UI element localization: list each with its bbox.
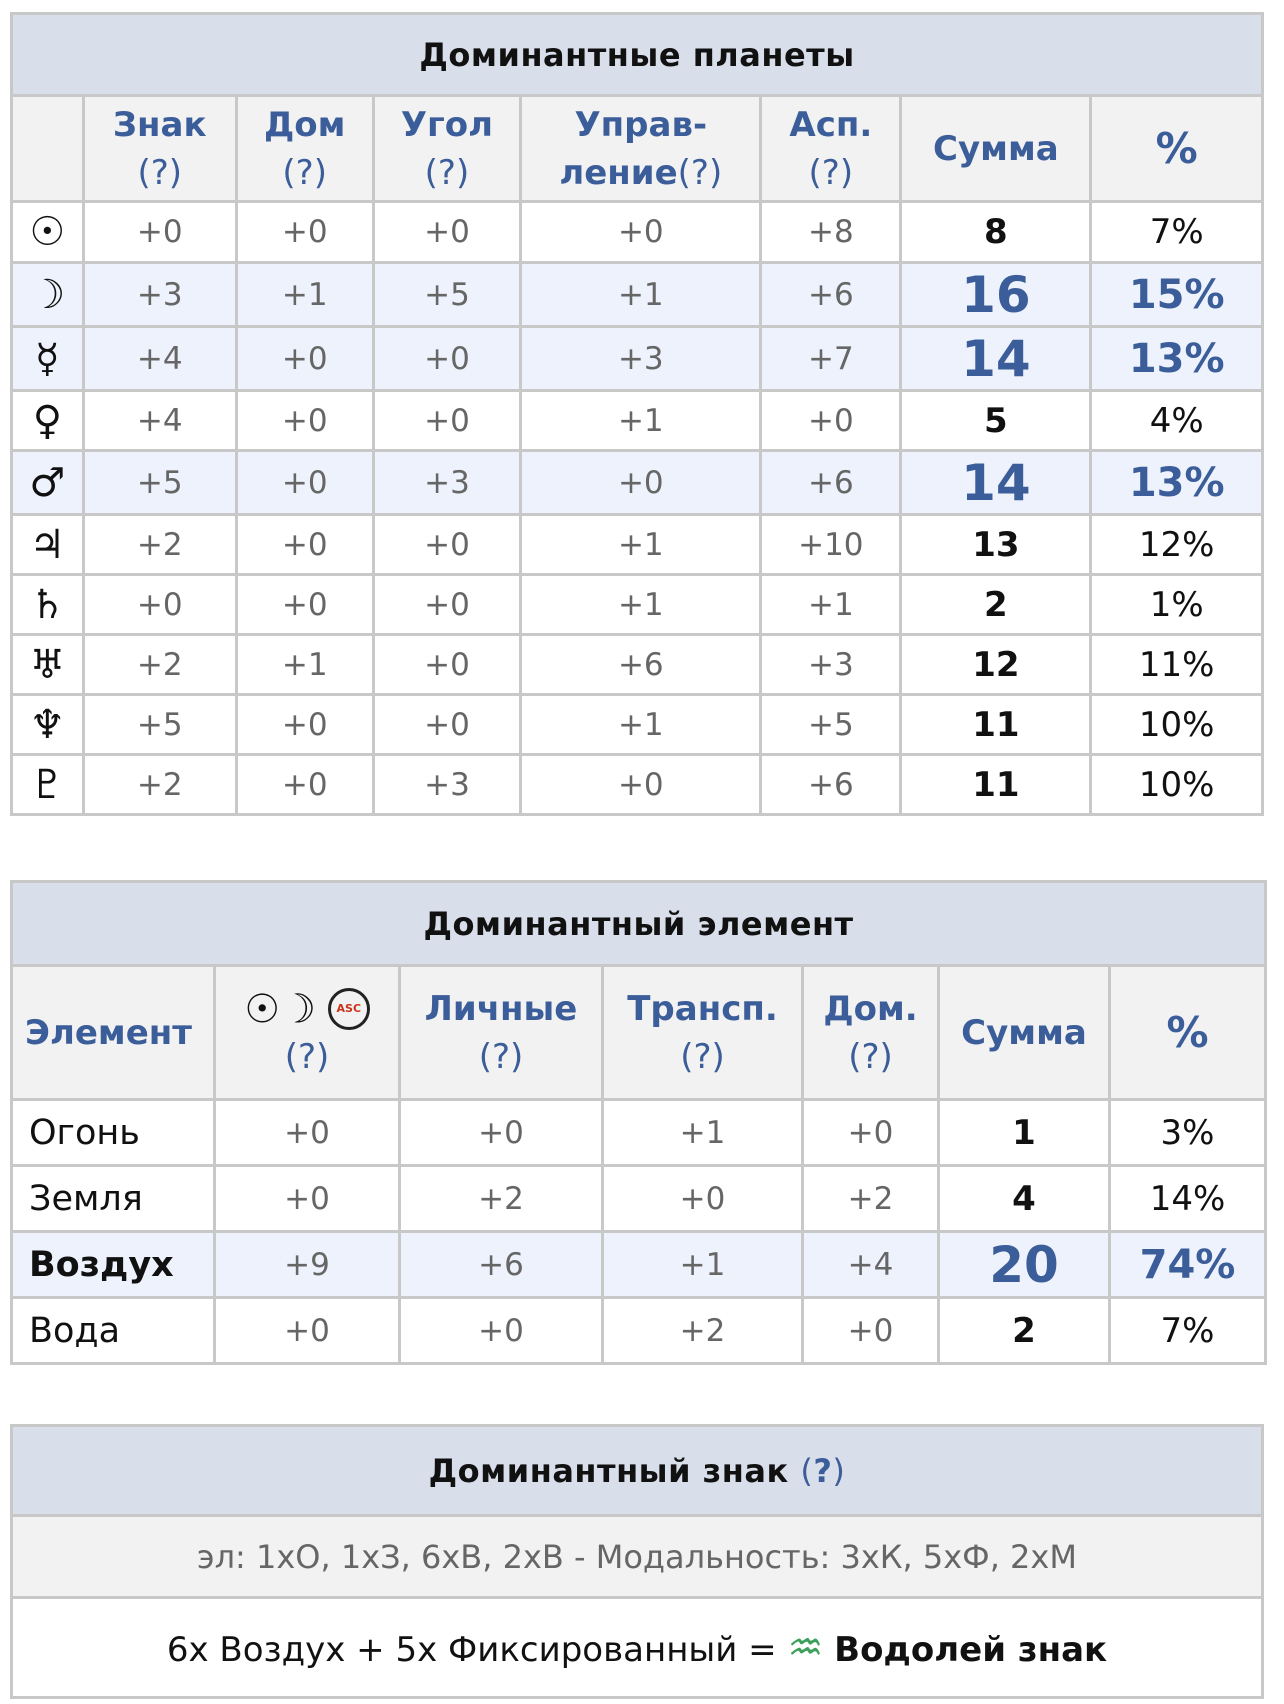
- element-score-cell: +0: [603, 1166, 803, 1232]
- element-score-cell: +0: [215, 1298, 400, 1364]
- moon-icon: ☽: [280, 986, 316, 1033]
- uranus-icon: ♅: [12, 635, 84, 695]
- element-row: [12, 1166, 1266, 1232]
- planet-percent-cell: 13%: [1091, 451, 1263, 515]
- planet-score-cell: +3: [373, 755, 521, 815]
- aspects-col-header: [761, 96, 901, 202]
- planet-score-cell: +0: [83, 202, 236, 263]
- planet-score-cell: +0: [373, 635, 521, 695]
- mars-icon: ♂: [12, 451, 84, 515]
- planet-row: [12, 515, 1263, 575]
- planet-percent-cell: 10%: [1091, 695, 1263, 755]
- planet-score-cell: +0: [373, 695, 521, 755]
- aquarius-icon: ♒: [787, 1624, 824, 1671]
- planet-sum-cell: 14: [901, 451, 1091, 515]
- dominant-sign-table: [10, 1424, 1264, 1699]
- planet-percent-cell: 15%: [1091, 263, 1263, 327]
- element-name-cell: Огонь: [12, 1100, 215, 1166]
- planet-score-cell: +5: [83, 451, 236, 515]
- planet-row: [12, 263, 1263, 327]
- element-sum-cell: 4: [939, 1166, 1110, 1232]
- planet-score-cell: +1: [236, 635, 373, 695]
- planets-header-row: [12, 96, 1263, 202]
- element-score-cell: +0: [215, 1100, 400, 1166]
- planet-score-cell: +1: [236, 263, 373, 327]
- rulership-col-label-1: Управ-: [574, 104, 708, 145]
- sign-help-link[interactable]: (?): [137, 152, 183, 193]
- element-name-cell: Земля: [12, 1166, 215, 1232]
- planet-score-cell: +6: [761, 451, 901, 515]
- sum-col-header: Сумма: [901, 96, 1091, 202]
- element-score-cell: +2: [400, 1166, 603, 1232]
- planet-row: [12, 391, 1263, 451]
- mercury-icon: ☿: [12, 327, 84, 391]
- planet-sum-cell: 2: [901, 575, 1091, 635]
- element-score-cell: +1: [603, 1232, 803, 1298]
- planet-score-cell: +0: [373, 391, 521, 451]
- planet-col-header: [12, 96, 84, 202]
- dominant-planets-title: Доминантные планеты: [12, 14, 1263, 96]
- planet-sum-cell: 14: [901, 327, 1091, 391]
- planet-percent-cell: 11%: [1091, 635, 1263, 695]
- element-score-cell: +0: [400, 1298, 603, 1364]
- aspects-col-label: Асп.: [789, 104, 873, 145]
- personal-col-label: Личные: [424, 988, 578, 1029]
- dominant-sign-title: Доминантный знак: [428, 1451, 789, 1490]
- rulership-col-header: [521, 96, 761, 202]
- dominant-sign-result: [12, 1598, 1263, 1698]
- planet-score-cell: +4: [83, 391, 236, 451]
- houses-help-link[interactable]: (?): [848, 1036, 893, 1077]
- planet-percent-cell: 12%: [1091, 515, 1263, 575]
- planet-score-cell: +3: [761, 635, 901, 695]
- planet-row: [12, 755, 1263, 815]
- planet-score-cell: +0: [373, 575, 521, 635]
- planet-score-cell: +0: [521, 202, 761, 263]
- planet-sum-cell: 16: [901, 263, 1091, 327]
- angle-help-link[interactable]: (?): [424, 152, 470, 193]
- dominant-sign-title-cell: [12, 1426, 1263, 1516]
- transpersonal-help-link[interactable]: (?): [680, 1036, 725, 1077]
- planet-score-cell: +0: [236, 391, 373, 451]
- element-name-cell: Вода: [12, 1298, 215, 1364]
- personal-col-header: [400, 966, 603, 1100]
- angle-col-label: Угол: [400, 104, 494, 145]
- element-score-cell: +0: [803, 1298, 939, 1364]
- sign-col-label: Знак: [112, 104, 207, 145]
- planet-score-cell: +0: [236, 327, 373, 391]
- personal-help-link[interactable]: (?): [478, 1036, 524, 1077]
- planet-row: [12, 327, 1263, 391]
- planet-score-cell: +1: [521, 263, 761, 327]
- planet-score-cell: +0: [373, 202, 521, 263]
- planet-score-cell: +0: [521, 755, 761, 815]
- planet-score-cell: +3: [373, 451, 521, 515]
- element-sum-cell: 2: [939, 1298, 1110, 1364]
- moon-icon: ☽: [12, 263, 84, 327]
- ascendant-icon: ASC: [328, 988, 370, 1030]
- element-row: [12, 1100, 1266, 1166]
- planet-row: [12, 202, 1263, 263]
- element-row: [12, 1298, 1266, 1364]
- element-score-cell: +6: [400, 1232, 603, 1298]
- planet-sum-cell: 11: [901, 755, 1091, 815]
- planet-score-cell: +0: [521, 451, 761, 515]
- element-sum-cell: 20: [939, 1232, 1110, 1298]
- element-score-cell: +4: [803, 1232, 939, 1298]
- planet-score-cell: +0: [236, 202, 373, 263]
- jupiter-icon: ♃: [12, 515, 84, 575]
- element-score-cell: +0: [400, 1100, 603, 1166]
- planet-score-cell: +1: [521, 695, 761, 755]
- dominant-sign-help-link[interactable]: (?): [800, 1451, 846, 1490]
- element-row: [12, 1232, 1266, 1298]
- planet-score-cell: +6: [761, 263, 901, 327]
- houses-col-header: [803, 966, 939, 1100]
- saturn-icon: ♄: [12, 575, 84, 635]
- planet-score-cell: +0: [236, 515, 373, 575]
- planet-score-cell: +6: [761, 755, 901, 815]
- elements-modality-summary: эл: 1xО, 1xЗ, 6xВ, 2xВ - Модальность: 3xК, 5xФ, 2xМ: [12, 1516, 1263, 1598]
- neptune-icon: ♆: [12, 695, 84, 755]
- element-percent-cell: 7%: [1110, 1298, 1266, 1364]
- planet-score-cell: +1: [521, 575, 761, 635]
- element-score-cell: +2: [803, 1166, 939, 1232]
- planet-score-cell: +7: [761, 327, 901, 391]
- dominant-element-title: Доминантный элемент: [12, 882, 1266, 966]
- planet-row: [12, 635, 1263, 695]
- houses-col-label: Дом.: [823, 988, 918, 1029]
- element-percent-cell: 14%: [1110, 1166, 1266, 1232]
- planet-row: [12, 575, 1263, 635]
- transpersonal-col-label: Трансп.: [627, 988, 778, 1029]
- element-name-cell: Воздух: [12, 1232, 215, 1298]
- planet-score-cell: +2: [83, 755, 236, 815]
- planet-row: [12, 695, 1263, 755]
- personal-points-help-link[interactable]: (?): [284, 1037, 330, 1078]
- element-col-header: Элемент: [12, 966, 215, 1100]
- house-help-link[interactable]: (?): [282, 152, 327, 193]
- rulership-col-label-2: ление: [559, 152, 678, 193]
- planet-score-cell: +5: [83, 695, 236, 755]
- aspects-help-link[interactable]: (?): [808, 152, 854, 193]
- planet-score-cell: +6: [521, 635, 761, 695]
- planet-score-cell: +0: [236, 451, 373, 515]
- element-sum-cell: 1: [939, 1100, 1110, 1166]
- house-col-header: [236, 96, 373, 202]
- pluto-icon: ♇: [12, 755, 84, 815]
- planet-score-cell: +0: [236, 575, 373, 635]
- planet-percent-cell: 10%: [1091, 755, 1263, 815]
- rulership-help-link[interactable]: (?): [677, 152, 723, 193]
- element-percent-cell: 3%: [1110, 1100, 1266, 1166]
- planet-sum-cell: 8: [901, 202, 1091, 263]
- element-score-cell: +2: [603, 1298, 803, 1364]
- element-percent-cell: 74%: [1110, 1232, 1266, 1298]
- result-sign: Водолей знак: [834, 1629, 1108, 1670]
- planet-score-cell: +1: [521, 515, 761, 575]
- planet-score-cell: +3: [83, 263, 236, 327]
- transpersonal-col-header: [603, 966, 803, 1100]
- element-header-row: [12, 966, 1266, 1100]
- venus-icon: ♀: [12, 391, 84, 451]
- planet-score-cell: +1: [521, 391, 761, 451]
- planet-score-cell: +0: [236, 695, 373, 755]
- planet-score-cell: +5: [373, 263, 521, 327]
- element-score-cell: +1: [603, 1100, 803, 1166]
- house-col-label: Дом: [263, 104, 346, 145]
- sun-icon: ☉: [12, 202, 84, 263]
- planet-score-cell: +0: [83, 575, 236, 635]
- personal-points-col-header: [215, 966, 400, 1100]
- planet-score-cell: +3: [521, 327, 761, 391]
- result-formula: 6x Воздух + 5x Фиксированный =: [166, 1629, 777, 1670]
- planet-score-cell: +0: [373, 515, 521, 575]
- planet-percent-cell: 13%: [1091, 327, 1263, 391]
- planet-sum-cell: 13: [901, 515, 1091, 575]
- planet-sum-cell: 12: [901, 635, 1091, 695]
- element-percent-col-header: %: [1110, 966, 1266, 1100]
- planet-score-cell: +1: [761, 575, 901, 635]
- planet-score-cell: +8: [761, 202, 901, 263]
- planet-sum-cell: 5: [901, 391, 1091, 451]
- planet-percent-cell: 4%: [1091, 391, 1263, 451]
- element-score-cell: +9: [215, 1232, 400, 1298]
- planet-sum-cell: 11: [901, 695, 1091, 755]
- planet-row: [12, 451, 1263, 515]
- planet-score-cell: +0: [761, 391, 901, 451]
- percent-col-header: %: [1091, 96, 1263, 202]
- element-sum-col-header: Сумма: [939, 966, 1110, 1100]
- planet-score-cell: +4: [83, 327, 236, 391]
- planet-score-cell: +2: [83, 515, 236, 575]
- planet-score-cell: +0: [236, 755, 373, 815]
- planet-percent-cell: 7%: [1091, 202, 1263, 263]
- dominant-element-table: [10, 880, 1267, 1365]
- sign-col-header: [83, 96, 236, 202]
- dominant-planets-table: [10, 12, 1264, 816]
- planet-score-cell: +0: [373, 327, 521, 391]
- element-score-cell: +0: [803, 1100, 939, 1166]
- angle-col-header: [373, 96, 521, 202]
- sun-icon: ☉: [244, 986, 281, 1033]
- element-score-cell: +0: [215, 1166, 400, 1232]
- planet-percent-cell: 1%: [1091, 575, 1263, 635]
- planet-score-cell: +2: [83, 635, 236, 695]
- planet-score-cell: +5: [761, 695, 901, 755]
- planet-score-cell: +10: [761, 515, 901, 575]
